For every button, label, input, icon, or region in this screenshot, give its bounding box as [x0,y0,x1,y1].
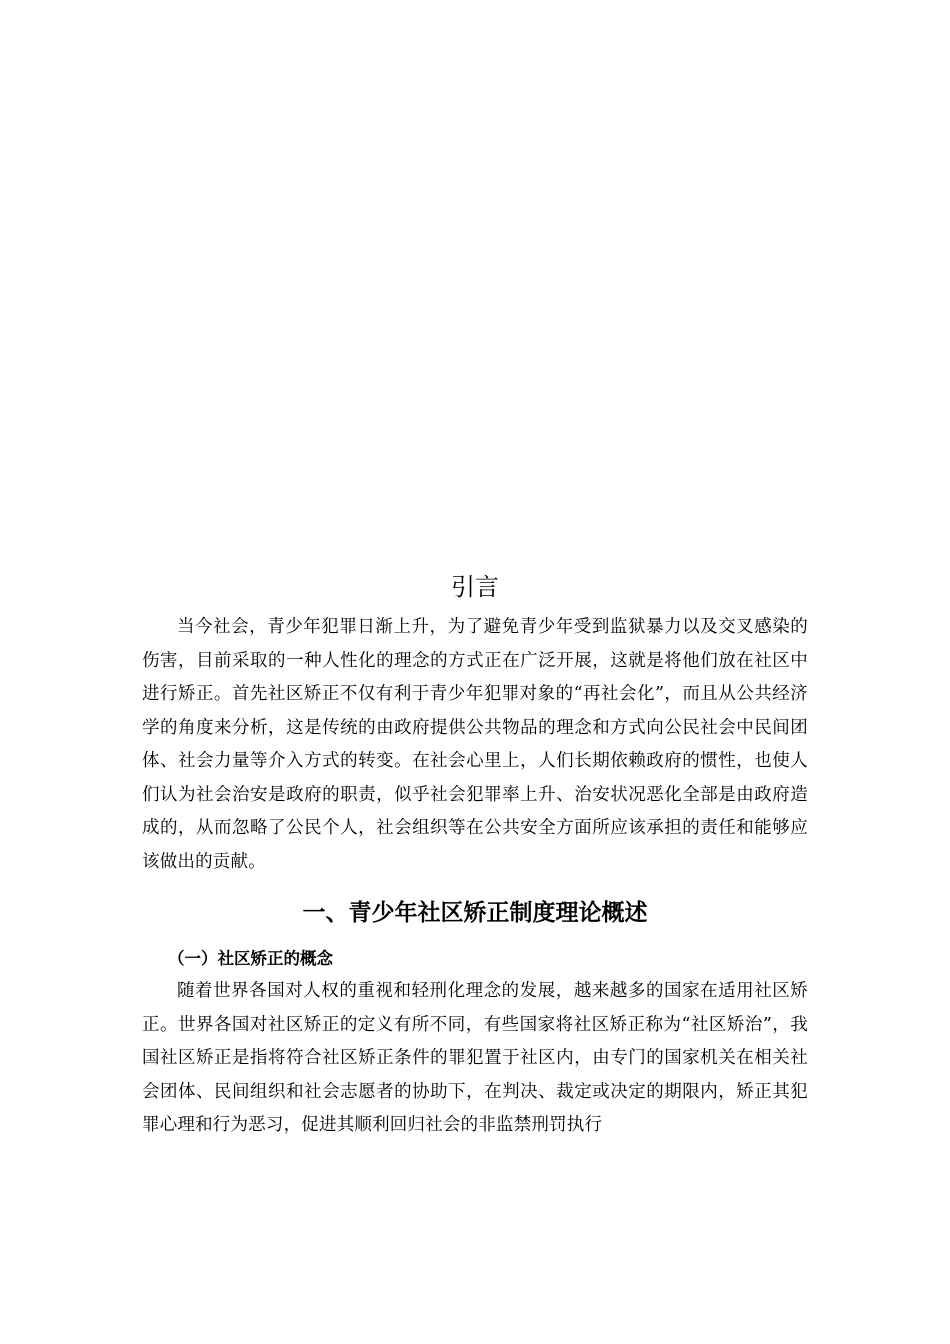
intro-paragraph: 当今社会，青少年犯罪日渐上升，为了避免青少年受到监狱暴力以及交叉感染的伤害，目前采取的一种人性化的理念的方式正在广泛开展，这就是将他们放在社区中进行矫正。首先社区矫正不仅有利于青少年犯罪对象的“再社会化”，而且从公共经济学的角度来分析，这是传统的由政府提供公共物品的理念和方式向公民社会中民间团体、社会力量等介入方式的转变。在社会心里上，人们长期依赖政府的惯性，也使人们认为社会治安是政府的职责，似乎社会犯罪率上升、治安状况恶化全部是由政府造成的，从而忽略了公民个人，社会组织等在公共安全方面所应该承担的责任和能够应该做出的贡献。 [142,617,808,872]
intro-heading: 引言 [451,573,499,601]
subsection-heading: （一）社区矫正的概念 [168,949,333,968]
page-content [142,565,808,1143]
section-heading: 一、青少年社区矫正制度理论概述 [302,900,648,926]
subsection-paragraph: 随着世界各国对人权的重视和轻刑化理念的发展，越来越多的国家在适用社区矫正。世界各国对社区矫正的定义有所不同，有些国家将社区矫正称为“社区矫治”，我国社区矫正是指将符合社区矫正条件的罪犯置于社区内，由专门的国家机关在相关社会团体、民间组织和社会志愿者的协助下，在判决、裁定或决定的期限内，矫正其犯罪心理和行为恶习，促进其顺利回归社会的非监禁刑罚执行 [142,981,808,1135]
